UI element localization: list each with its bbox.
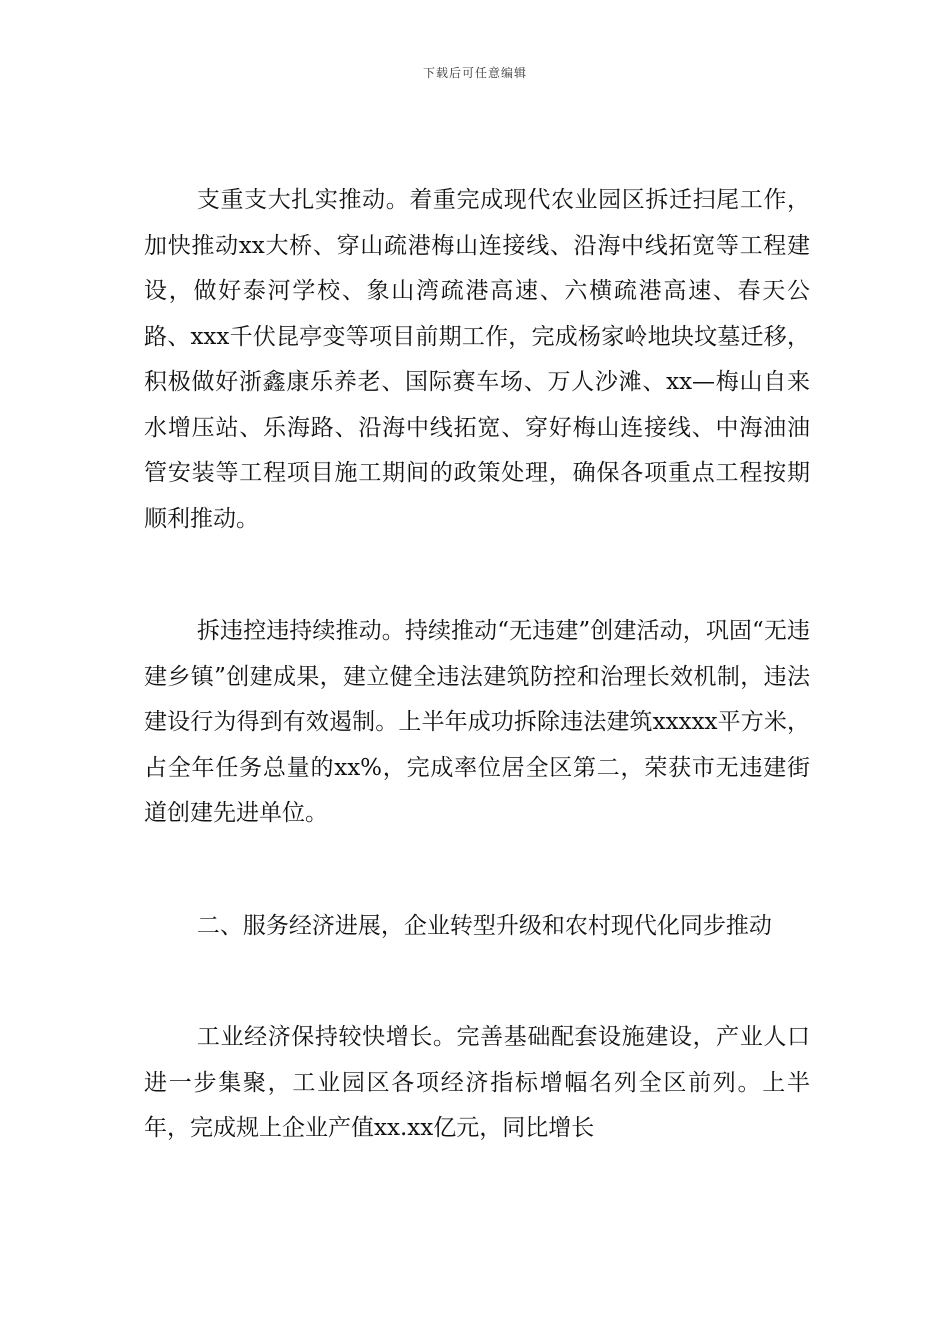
document-body bbox=[144, 178, 810, 1219]
paragraph-industrial-economy: 工业经济保持较快增长。完善基础配套设施建设，产业人口进一步集聚，工业园区各项经济指标增幅名列全区前列。上半年，完成规上企业产值xx.xx亿元，同比增长 bbox=[144, 1024, 810, 1141]
section-heading-2: 二、服务经济进展，企业转型升级和农村现代化同步推动 bbox=[196, 912, 772, 939]
paragraph-key-projects: 支重支大扎实推动。着重完成现代农业园区拆迁扫尾工作，加快推动xx大桥、穿山疏港梅山连接线、沿海中线拓宽等工程建设，做好泰河学校、象山湾疏港高速、六横疏港高速、春天公路、xxx千伏昆亭变等项目前期工作，完成杨家岭地块坟墓迁移，积极做好浙鑫康乐养老、国际赛车场、万人沙滩、xx—梅山自来水增压站、乐海路、沿海中线拓宽、穿好梅山连接线、中海油油管安装等工程项目施工期间的政策处理，确保各项重点工程按期顺利推动。 bbox=[144, 187, 810, 532]
page-header-note: 下载后可任意编辑 bbox=[422, 66, 527, 80]
paragraph-illegal-construction: 拆违控违持续推动。持续推动“无违建”创建活动，巩固“无违建乡镇”创建成果，建立健全违法建筑防控和治理长效机制，违法建设行为得到有效遏制。上半年成功拆除违法建筑xxxxx平方米，占全年任务总量的xx%，完成率位居全区第二，荣获市无违建街道创建先进单位。 bbox=[144, 618, 810, 826]
